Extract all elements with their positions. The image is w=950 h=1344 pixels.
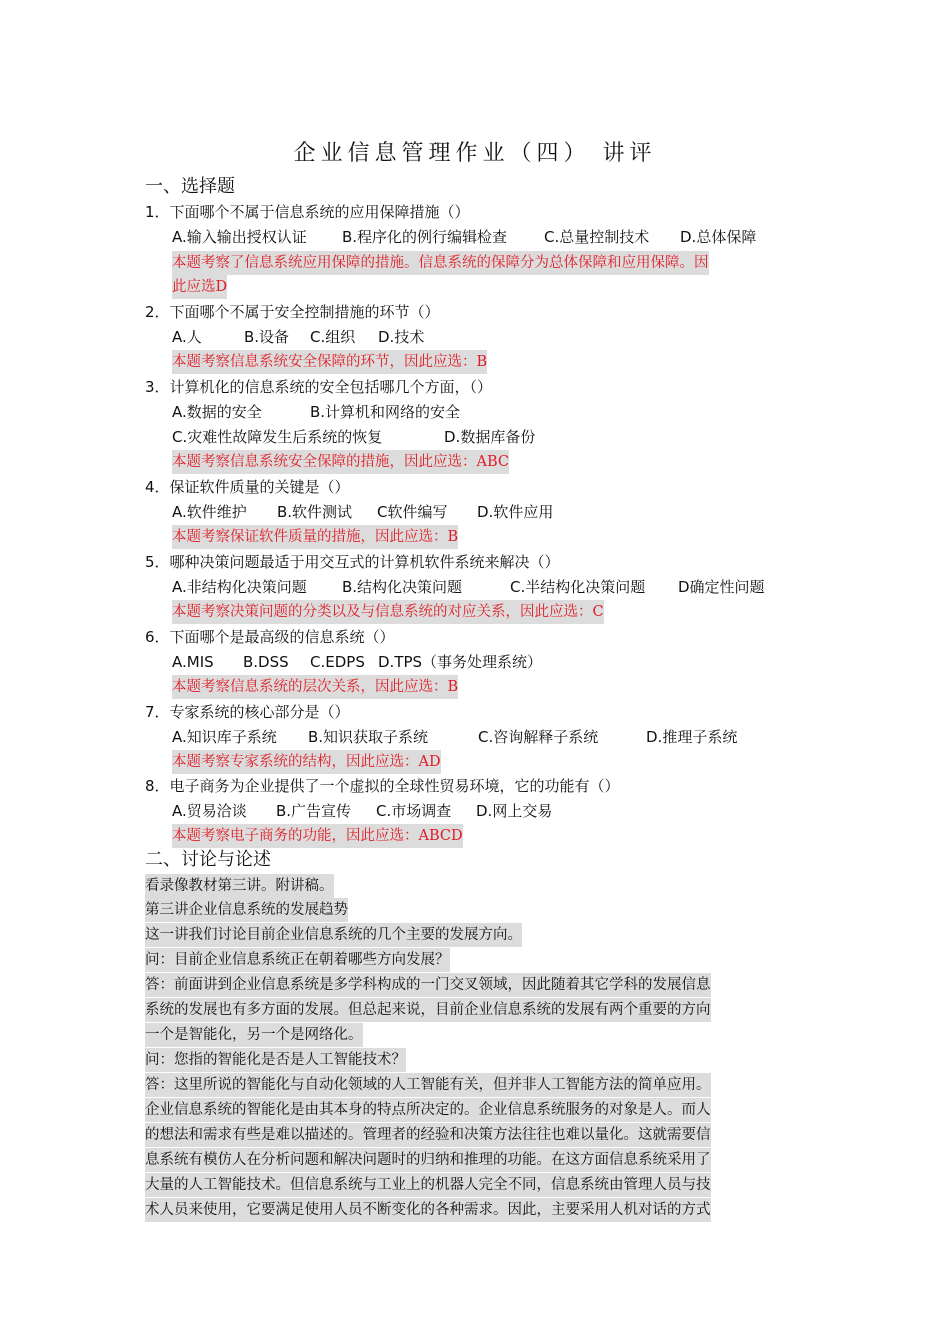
discussion-line: 第三讲企业信息系统的发展趋势 (145, 898, 348, 922)
question-3-options-row-2 (172, 425, 535, 449)
option-b: B.结构化决策问题 (342, 578, 463, 596)
discussion-line: 答：这里所说的智能化与自动化领域的人工智能有关，但并非人工智能方法的简单应用。 (145, 1073, 711, 1097)
discussion-line: 息系统有模仿人在分析问题和解决问题时的归纳和推理的功能。在这方面信息系统采用了 (145, 1148, 711, 1172)
section-heading-choice: 一、选择题 (145, 176, 235, 197)
option-d: D.技术 (378, 328, 425, 346)
question-2: 2．下面哪个不属于安全控制措施的环节（） (145, 303, 440, 321)
question-3: 3．计算机化的信息系统的安全包括哪几个方面，（） (145, 378, 493, 396)
discussion-line: 问：目前企业信息系统正在朝着哪些方向发展？ (145, 948, 450, 972)
question-6-options (172, 650, 542, 674)
question-4-options (172, 500, 553, 524)
answer-8: 本题考察电子商务的功能，因此应选：ABCD (172, 824, 463, 848)
answer-5: 本题考察决策问题的分类以及与信息系统的对应关系，因此应选：C (172, 600, 604, 624)
question-2-options (172, 325, 424, 349)
option-c: C.半结构化决策问题 (510, 578, 646, 596)
answer-1-line-2: 此应选D (172, 275, 227, 299)
question-7: 7．专家系统的核心部分是（） (145, 703, 350, 721)
answer-7: 本题考察专家系统的结构，因此应选：AD (172, 750, 441, 774)
option-a: A.非结构化决策问题 (172, 578, 307, 596)
option-d: D.推理子系统 (646, 728, 738, 746)
option-c: C.组织 (310, 328, 356, 346)
option-b: B.计算机和网络的安全 (310, 403, 461, 421)
question-5: 5．哪种决策问题最适于用交互式的计算机软件系统来解决（） (145, 553, 560, 571)
discussion-line: 企业信息系统的智能化是由其本身的特点所决定的。企业信息系统服务的对象是人。而人 (145, 1098, 711, 1122)
option-b: B.软件测试 (277, 503, 353, 521)
question-6: 6．下面哪个是最高级的信息系统（） (145, 628, 395, 646)
option-c: C.咨询解释子系统 (478, 728, 599, 746)
section-heading-discussion: 二、讨论与论述 (145, 849, 271, 870)
option-d: D确定性问题 (678, 578, 765, 596)
option-d: D.总体保障 (680, 228, 757, 246)
answer-4: 本题考察保证软件质量的措施，因此应选：B (172, 525, 458, 549)
discussion-line: 系统的发展也有多方面的发展。但总起来说，目前企业信息系统的发展有两个重要的方向 (145, 998, 711, 1022)
discussion-line: 术人员来使用，它要满足使用人员不断变化的各种需求。因此，主要采用人机对话的方式 (145, 1198, 711, 1222)
discussion-line: 一个是智能化，另一个是网络化。 (145, 1023, 363, 1047)
option-b: B.DSS (243, 653, 289, 671)
option-b: B.程序化的例行编辑检查 (342, 228, 508, 246)
discussion-line: 问：您指的智能化是否是人工智能技术？ (145, 1048, 406, 1072)
discussion-line: 答：前面讲到企业信息系统是多学科构成的一门交叉领域，因此随着其它学科的发展信息 (145, 973, 711, 997)
option-c: C.总量控制技术 (544, 228, 650, 246)
option-b: B.广告宣传 (276, 802, 352, 820)
question-3-options-row-1 (172, 400, 460, 424)
option-b: B.知识获取子系统 (308, 728, 429, 746)
option-c: C软件编写 (377, 503, 448, 521)
discussion-line: 的想法和需求有些是难以描述的。管理者的经验和决策方法往往也难以量化。这就需要信 (145, 1123, 711, 1147)
option-d: D.TPS（事务处理系统） (378, 653, 543, 671)
option-a: A.MIS (172, 653, 214, 671)
option-d: D.软件应用 (477, 503, 554, 521)
option-a: A.知识库子系统 (172, 728, 277, 746)
discussion-line: 这一讲我们讨论目前企业信息系统的几个主要的发展方向。 (145, 923, 522, 947)
question-8-options (172, 799, 552, 823)
document-title: 企业信息管理作业（四） 讲评 (293, 141, 657, 166)
question-8: 8．电子商务为企业提供了一个虚拟的全球性贸易环境，它的功能有（） (145, 777, 620, 795)
option-c: C.市场调查 (376, 802, 452, 820)
answer-3: 本题考察信息系统安全保障的措施，因此应选：ABC (172, 450, 509, 474)
question-4: 4．保证软件质量的关键是（） (145, 478, 350, 496)
option-c: C.灾难性故障发生后系统的恢复 (172, 428, 383, 446)
option-d: D.数据库备份 (444, 428, 536, 446)
question-1: 1．下面哪个不属于信息系统的应用保障措施（） (145, 203, 470, 221)
question-5-options (172, 575, 765, 599)
answer-2: 本题考察信息系统安全保障的环节，因此应选：B (172, 350, 487, 374)
option-a: A.软件维护 (172, 503, 247, 521)
question-1-options (172, 225, 756, 249)
discussion-line: 看录像教材第三讲。附讲稿。 (145, 874, 334, 898)
answer-1-line-1: 本题考察了信息系统应用保障的措施。信息系统的保障分为总体保障和应用保障。因 (172, 251, 709, 275)
option-b: B.设备 (244, 328, 290, 346)
option-c: C.EDPS (310, 653, 365, 671)
option-d: D.网上交易 (476, 802, 553, 820)
answer-6: 本题考察信息系统的层次关系，因此应选：B (172, 675, 458, 699)
option-a: A.贸易洽谈 (172, 802, 247, 820)
option-a: A.输入输出授权认证 (172, 228, 307, 246)
question-7-options (172, 725, 737, 749)
option-a: A.人 (172, 328, 202, 346)
discussion-line: 大量的人工智能技术。但信息系统与工业上的机器人完全不同，信息系统由管理人员与技 (145, 1173, 711, 1197)
option-a: A.数据的安全 (172, 403, 262, 421)
